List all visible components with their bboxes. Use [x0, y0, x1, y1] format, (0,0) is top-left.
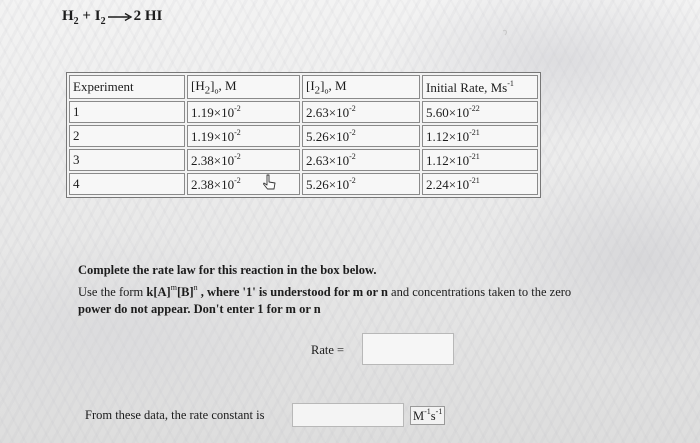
cell-i2: $2.63\times 10^{-2}$ [302, 101, 420, 123]
reactant-2-subscript: 2 [100, 16, 106, 27]
rate-constant-label: From these data, the rate constant is [85, 408, 265, 422]
reaction-equation [62, 8, 162, 27]
header-h2-concentration: $[H_2]_o$, M [187, 75, 300, 99]
cell-experiment: 1 [69, 101, 185, 123]
cell-experiment: 2 [69, 125, 185, 147]
rate-law-input[interactable] [362, 333, 454, 365]
cell-i2: $5.26\times 10^{-2}$ [302, 173, 420, 195]
product: 2 HI [133, 8, 163, 24]
cell-rate: $5.60\times 10^{-22}$ [422, 101, 538, 123]
cell-h2: $2.38\times 10^{-2}$ [187, 173, 300, 195]
stray-mark-icon [500, 28, 510, 38]
cell-h2: $1.19\times 10^{-2}$ [187, 125, 300, 147]
table-row [69, 101, 538, 123]
cell-rate: $1.12\times 10^{-21}$ [422, 125, 538, 147]
table-row [69, 149, 538, 171]
reactant-1-subscript: 2 [73, 16, 79, 27]
rate-label: Rate = [311, 343, 345, 357]
cell-i2: $5.26\times 10^{-2}$ [302, 125, 420, 147]
instruction-line-2: Use the form $k[A]^m[B]^n$ , where '1' is understood for m or n and concentrations taken to the zero [78, 283, 572, 299]
reactant-2: I [94, 8, 101, 24]
cell-h2: $1.19\times 10^{-2}$ [187, 101, 300, 123]
header-experiment: Experiment [69, 75, 185, 99]
instructions [78, 262, 678, 318]
cell-rate: $1.12\times 10^{-21}$ [422, 149, 538, 171]
header-initial-rate: Initial Rate, $Ms^{-1}$ [422, 75, 538, 99]
table-row [69, 125, 538, 147]
table-row [69, 173, 538, 195]
cell-i2: $2.63\times 10^{-2}$ [302, 149, 420, 171]
instruction-line-3: power do not appear. Don't enter 1 for m or n [78, 302, 321, 316]
cell-experiment: 4 [69, 173, 185, 195]
table-header-row [69, 75, 538, 99]
plus-sign: + [78, 8, 95, 24]
instruction-line-1: Complete the rate law for this reaction in the box below. [78, 263, 377, 277]
header-i2-concentration: $[I_2]_o$, M [302, 75, 420, 99]
reactant-1: H [62, 8, 74, 24]
rate-constant-units: $M^{-1}s^{-1}$ [410, 406, 445, 425]
cell-h2: $2.38\times 10^{-2}$ [187, 149, 300, 171]
cell-rate: $2.24\times 10^{-21}$ [422, 173, 538, 195]
cell-experiment: 3 [69, 149, 185, 171]
rate-constant-input[interactable] [292, 403, 404, 427]
reaction-arrow-icon [107, 12, 133, 22]
mouse-pointer-icon [263, 174, 277, 192]
kinetics-data-table [66, 72, 541, 198]
